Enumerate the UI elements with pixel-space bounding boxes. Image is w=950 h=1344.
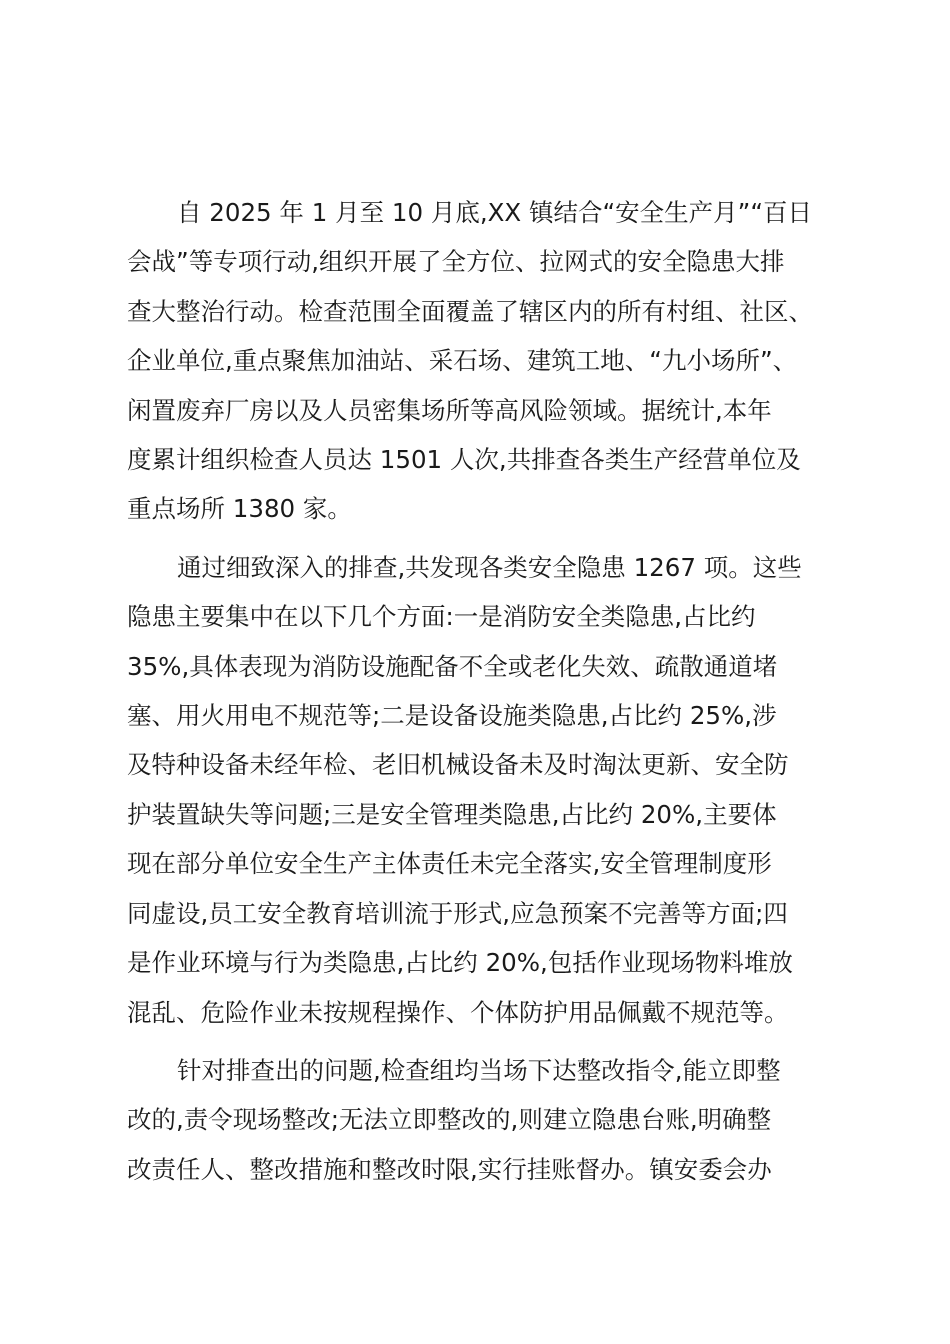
text-line: 针对排查出的问题,检查组均当场下达整改指令,能立即整 — [177, 1055, 781, 1085]
paragraph-3 — [127, 1046, 833, 1194]
text-line: 35%,具体表现为消防设施配备不全或老化失效、疏散通道堵 — [127, 651, 778, 681]
text-line: 企业单位,重点聚焦加油站、采石场、建筑工地、“九小场所”、 — [127, 346, 798, 376]
text-line: 及特种设备未经年检、老旧机械设备未及时淘汰更新、安全防 — [127, 750, 789, 780]
text-line: 重点场所 1380 家。 — [127, 494, 352, 524]
text-line: 现在部分单位安全生产主体责任未完全落实,安全管理制度形 — [127, 849, 772, 879]
text-line: 是作业环境与行为类隐患,占比约 20%,包括作业现场物料堆放 — [127, 948, 793, 978]
text-line: 会战”等专项行动,组织开展了全方位、拉网式的安全隐患大排 — [127, 247, 785, 277]
text-line: 隐患主要集中在以下几个方面:一是消防安全类隐患,占比约 — [127, 602, 756, 632]
text-line: 改的,责令现场整改;无法立即整改的,则建立隐患台账,明确整 — [127, 1105, 772, 1135]
text-line: 查大整治行动。检查范围全面覆盖了辖区内的所有村组、社区、 — [127, 296, 813, 326]
text-line: 混乱、危险作业未按规程操作、个体防护用品佩戴不规范等。 — [127, 997, 789, 1027]
text-line: 改责任人、整改措施和整改时限,实行挂账督办。镇安委会办 — [127, 1154, 772, 1184]
text-line: 度累计组织检查人员达 1501 人次,共排查各类生产经营单位及 — [127, 445, 801, 475]
text-line: 闲置废弃厂房以及人员密集场所等高风险领域。据统计,本年 — [127, 395, 772, 425]
text-line: 护装置缺失等问题;三是安全管理类隐患,占比约 20%,主要体 — [127, 799, 777, 829]
text-line: 同虚设,员工安全教育培训流于形式,应急预案不完善等方面;四 — [127, 898, 788, 928]
text-line: 自 2025 年 1 月至 10 月底,XX 镇结合“安全生产月”“百日 — [177, 198, 813, 227]
paragraph-2 — [127, 543, 833, 1037]
paragraph-1 — [127, 188, 833, 534]
text-line: 通过细致深入的排查,共发现各类安全隐患 1267 项。这些 — [177, 552, 802, 582]
text-line: 塞、用火用电不规范等;二是设备设施类隐患,占比约 25%,涉 — [127, 701, 777, 731]
document-body — [127, 188, 833, 1194]
